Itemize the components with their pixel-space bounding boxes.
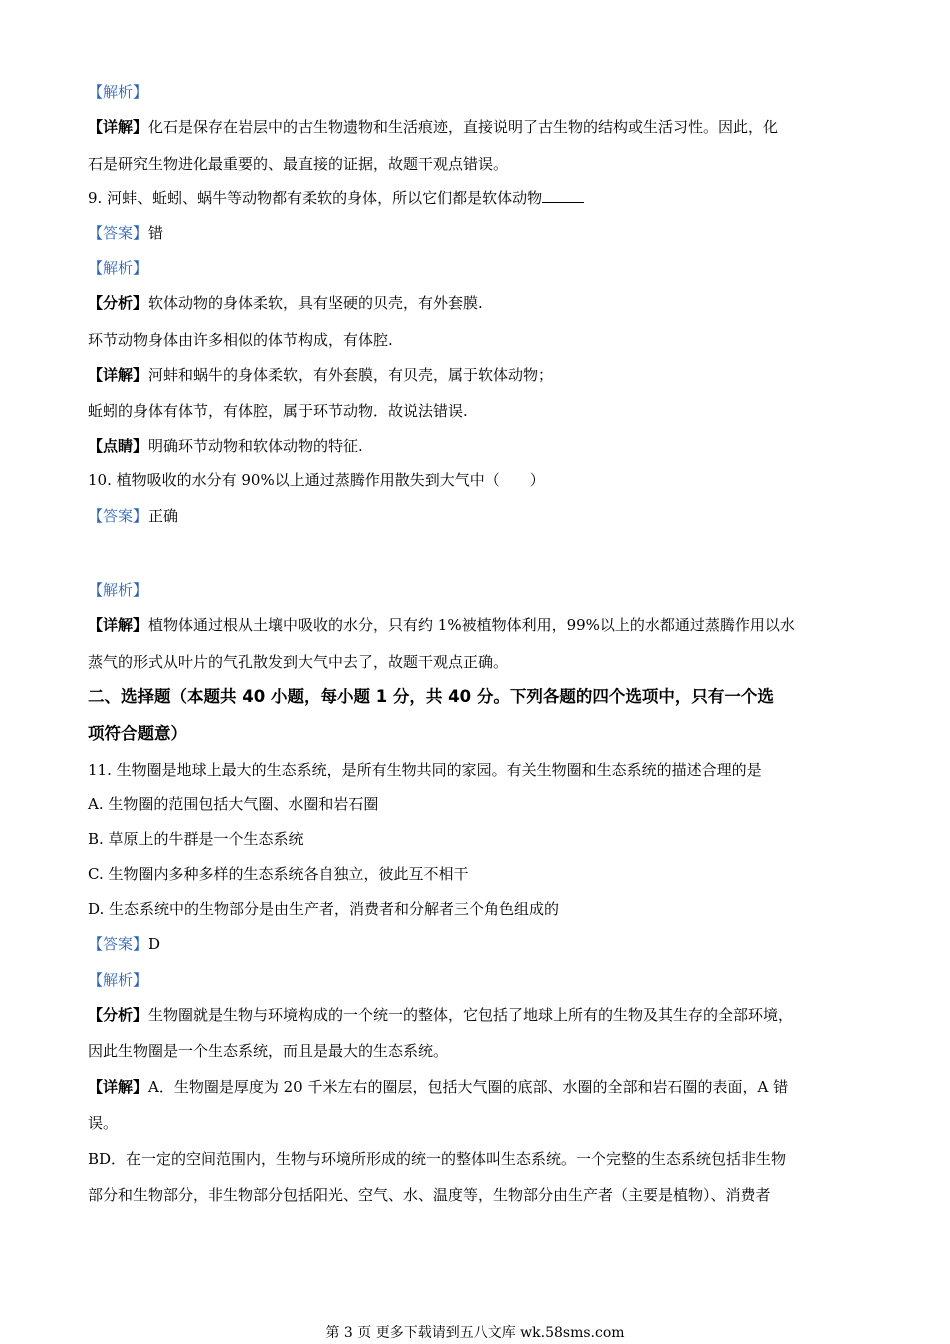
question-11: 11. 生物圈是地球上最大的生态系统，是所有生物共同的家园。有关生物圈和生态系统的描述合理的是: [88, 761, 762, 779]
q9-comment: 【点睛】明确环节动物和软体动物的特征.: [88, 437, 363, 455]
q9-analysis-cont: 环节动物身体由许多相似的体节构成，有体腔.: [88, 331, 393, 349]
q10-analysis-label: 【解析】: [88, 581, 149, 599]
section-heading: 二、选择题（本题共 40 小题，每小题 1 分，共 40 分。下列各题的四个选项中，只有一个选: [88, 687, 774, 706]
q11-detail: 【详解】A．生物圈是厚度为 20 千米左右的圈层，包括大气圈的底部、水圈的全部和岩石圈的表面，A 错: [88, 1078, 789, 1096]
q10-detail-cont: 蒸气的形式从叶片的气孔散发到大气中去了，故题干观点正确。: [88, 653, 509, 671]
q11-option-d: D. 生态系统中的生物部分是由生产者，消费者和分解者三个角色组成的: [88, 900, 560, 918]
q10-detail: 【详解】植物体通过根从土壤中吸收的水分，只有约 1%被植物体利用，99%以上的水都通过蒸腾作用以水: [88, 616, 795, 634]
q11-option-c: C. 生物圈内多种多样的生态系统各自独立，彼此互不相干: [88, 865, 469, 883]
q11-option-a: A. 生物圈的范围包括大气圈、水圈和岩石圈: [88, 795, 379, 813]
q9-detail-cont: 蚯蚓的身体有体节，有体腔，属于环节动物．故说法错误.: [88, 402, 468, 420]
q11-option-b: B. 草原上的牛群是一个生态系统: [88, 830, 304, 848]
q11-analysis: 【分析】生物圈就是生物与环境构成的一个统一的整体，它包括了地球上所有的生物及其生存的全部环境，: [88, 1006, 794, 1024]
q11-detail-cont: 误。: [88, 1114, 119, 1132]
question-10: 10. 植物吸收的水分有 90%以上通过蒸腾作用散失到大气中（ ）: [88, 471, 545, 489]
q10-answer: 【答案】正确: [88, 507, 179, 525]
q11-analysis-cont: 因此生物圈是一个生态系统，而且是最大的生态系统。: [88, 1042, 449, 1060]
question-9: 9. 河蚌、蚯蚓、蜗牛等动物都有柔软的身体，所以它们都是软体动物: [88, 188, 868, 208]
q11-answer: 【答案】D: [88, 935, 161, 953]
q11-detail-bd-cont: 部分和生物部分，非生物部分包括阳光、空气、水、温度等，生物部分由生产者（主要是植物）、消费者: [88, 1186, 771, 1204]
analysis-label: 【解析】: [88, 83, 149, 101]
section-heading-cont: 项符合题意）: [88, 724, 187, 743]
q11-analysis-label: 【解析】: [88, 971, 149, 989]
q9-detail: 【详解】河蚌和蜗牛的身体柔软，有外套膜，有贝壳，属于软体动物；: [88, 366, 554, 384]
detail-paragraph: 【详解】化石是保存在岩层中的古生物遗物和生活痕迹，直接说明了古生物的结构或生活习性。因此，化: [88, 118, 779, 136]
q9-analysis-label: 【解析】: [88, 259, 149, 277]
q11-detail-bd: BD．在一定的空间范围内，生物与环境所形成的统一的整体叫生态系统。一个完整的生态系统包括非生物: [88, 1150, 787, 1168]
q9-answer: 【答案】错: [88, 224, 164, 242]
answer-blank: [542, 188, 584, 203]
page-footer: 第 3 页 更多下载请到五八文库 wk.58sms.com: [325, 1325, 625, 1341]
detail-paragraph-cont: 石是研究生物进化最重要的、最直接的证据，故题干观点错误。: [88, 155, 509, 173]
q9-analysis: 【分析】软体动物的身体柔软，具有坚硬的贝壳，有外套膜.: [88, 294, 483, 312]
